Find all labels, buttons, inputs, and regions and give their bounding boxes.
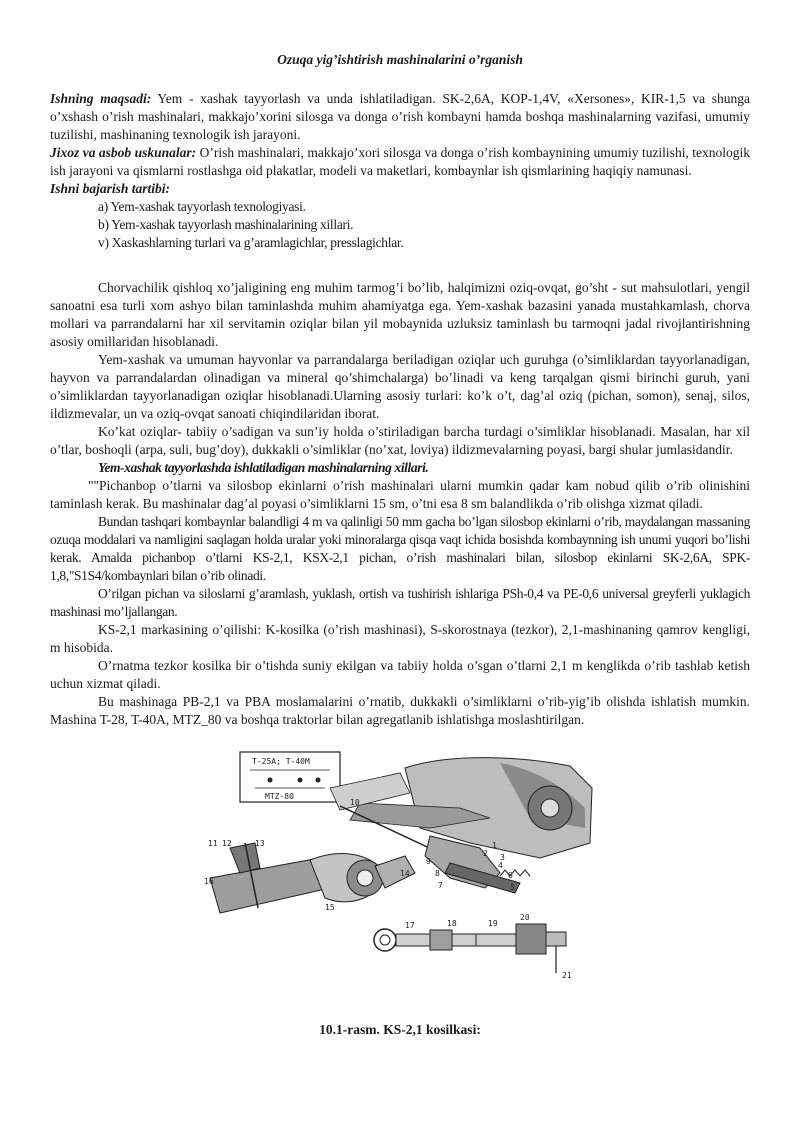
- tools-paragraph: [50, 144, 750, 180]
- page-title: Ozuqa yig’ishtirish mashinalarini o’rganish: [277, 52, 523, 67]
- callout-18: 18: [447, 919, 457, 928]
- callout-4: 4: [498, 861, 503, 870]
- procedure-step: b) Yem-xashak tayyorlash mashinalarining xillari.: [98, 217, 354, 232]
- procedure-step: v) Xaskashlarning turlari va g’aramlagichlar, presslagichlar.: [98, 235, 404, 250]
- procedure-label: Ishni bajarish tartibi:: [50, 181, 171, 196]
- figure-caption: 10.1-rasm. KS-2,1 kosilkasi:: [319, 1022, 481, 1037]
- inset-label-bottom: MTZ-80: [265, 792, 294, 801]
- callout-13: 13: [255, 839, 265, 848]
- section-heading: Yem-xashak tayyorlashda ishlatiladigan mashinalarning xillari.: [98, 460, 429, 475]
- body-paragraph: Bundan tashqari kombaynlar balandligi 4 m va qalinligi 50 mm gacha bo’lgan silosbop ekinlarni o’rib, maydalangan massaning ozuqa moddalari va namligini saqlagan holda uralar yoki minoralarga qisqa vaqt ichida bosishda kombaynning ish unumi yuqori bo’lishi kerak. Amalda pichanbop o’tlarni KS-2,1, KSX-2,1 pichan, o’rish mashinalari bilan, silosbop ekinlarni SK-2,6A, SPK-1,8,"S1S4/kombaynlari bilan o’rib olinadi.: [50, 514, 750, 583]
- callout-1: 1: [492, 841, 497, 850]
- callout-17: 17: [405, 921, 415, 930]
- body-paragraph: O’rilgan pichan va siloslarni g’aramlash, yuklash, ortish va tushirish ishlariga PSh-0,4 va PE-0,6 universal greyferli yuklagich mashinasi mo’ljallangan.: [50, 586, 750, 619]
- callout-11: 11: [208, 839, 218, 848]
- tools-label: Jixoz va asbob uskunalar:: [50, 145, 197, 160]
- callout-15: 15: [325, 903, 335, 912]
- mower-illustration: [200, 748, 595, 1003]
- goal-text: Yem - xashak tayyorlash va unda ishlatiladigan. SK-2,6A, KOP-1,4V, «Xersones», KIR-1,5 va shunga o’xshash o’rish mashinalari, makkajo’xorini silosga va donga o’rish kombayni hamda boshqa mashinalarning vazifasi, umumiy tuzilishi, mashinaning texnologik ish jarayoni.: [50, 91, 750, 142]
- mower-drawing: [200, 748, 595, 1003]
- callout-19: 19: [488, 919, 498, 928]
- procedure-steps: [98, 198, 750, 252]
- goal-label: Ishning maqsadi:: [50, 91, 152, 106]
- callout-21: 21: [562, 971, 572, 980]
- callout-14: 14: [400, 869, 410, 878]
- callout-12: 12: [222, 839, 232, 848]
- callout-6: 6: [508, 871, 513, 880]
- callout-8: 8: [435, 869, 440, 878]
- callout-16: 16: [204, 877, 214, 886]
- goal-paragraph: [50, 90, 750, 144]
- document-page: [50, 52, 750, 729]
- body-paragraph: Ko’kat oziqlar- tabiiy o’sadigan va sun’iy holda o’stiriladigan barcha turdagi o’simliklar hisoblanadi. Masalan, har xil o’tlar, boshoqli (arpa, suli, bug’doy), dukkakli o’simliklar (no’xat, loviya) ildizmevalarning poyasi, bargi shular jumlasidandir.: [50, 424, 750, 457]
- callout-2: 2: [483, 849, 488, 858]
- body-paragraph: ""Pichanbop o’tlarni va silosbop ekinlarni o’rish mashinalari ularni mumkin qadar kam nobud qilib o’rib olinishini taminlash kerak. Bu mashinalar dag’al poyasi o’simliklarni 15 sm, o’tni esa 8 sm balandlikda o’rib olishga xizmat qiladi.: [50, 478, 750, 511]
- body-paragraph: Chorvachilik qishloq xo’jaligining eng muhim tarmog’i bo’lib, halqimizni oziq-ovqat, go’sht - sut mahsulotlari, yengil sanoatni esa turli xom ashyo bilan taminlashda muhim ahamiyatga ega. Yem-xashak bazasini yanada mustahkamlash, chorva mollari va parrandalarni har xil servitamin oziqlar bilan yil mobaynida uzluksiz taminlash bu tarmoqni jadal rivojlantirishning asosiy omillaridan hisoblanadi.: [50, 280, 750, 349]
- body-paragraph: KS-2,1 markasining o’qilishi: K-kosilka (o’rish mashinasi), S-skorostnaya (tezkor), 2,1-mashinaning qamrov kengligi, m hisobida.: [50, 622, 750, 655]
- procedure-step: a) Yem-xashak tayyorlash texnologiyasi.: [98, 199, 306, 214]
- body-paragraph: Yem-xashak va umuman hayvonlar va parrandalarga beriladigan oziqlar uch guruhga (o’simliklardan tayyorlanadigan, hayvon va parrandalardan olinadigan va mineral qo’shimchalarga) bo’linadi va keng tarqalgan qismi birinchi guruh, yani o’simliklardan tayyorlanadigan oziqlar hisoblanadi.Ularning asosiy turlari: ko’k o’t, dag’al oziq (pichan, somon), senaj, silos, ildizmevalar, un va oziq-ovqat sanoati chiqindilaridan iborat.: [50, 352, 750, 421]
- body-paragraph: Bu mashinaga PB-2,1 va PBA moslamalarini o’rnatib, dukkakli o’simliklarni o’rib-yig’ib olishda ishlatish mumkin. Mashina T-28, T-40A, MTZ_80 va boshqa traktorlar bilan agregatlanib ishlatishga moslashtirilgan.: [50, 694, 750, 727]
- tools-text: O’rish mashinalari, makkajo’xori silosga va donga o’rish kombaynining umumiy tuzilishi, texnologik ish jarayoni va qismlarni rostlashga oid plakatlar, modeli va maketlari, kombaynlar ish qismlarining haqiqiy namunasi.: [50, 145, 751, 178]
- callout-20: 20: [520, 913, 530, 922]
- callout-10: 10: [350, 798, 360, 807]
- drive-shaft: [210, 843, 415, 913]
- callout-9: 9: [426, 857, 431, 866]
- hitch-inset: [240, 752, 340, 802]
- connecting-rod: [374, 924, 566, 973]
- callout-5: 5: [510, 883, 515, 892]
- callout-3: 3: [500, 853, 505, 862]
- inset-label-top: T-25A; T-40M: [252, 757, 310, 766]
- callout-7: 7: [438, 881, 443, 890]
- body-paragraph: O’rnatma tezkor kosilka bir o’tishda suniy ekilgan va tabiiy holda o’sgan o’tlarni 2,1 m kenglikda o’rib tashlab ketish uchun xizmat qiladi.: [50, 658, 750, 691]
